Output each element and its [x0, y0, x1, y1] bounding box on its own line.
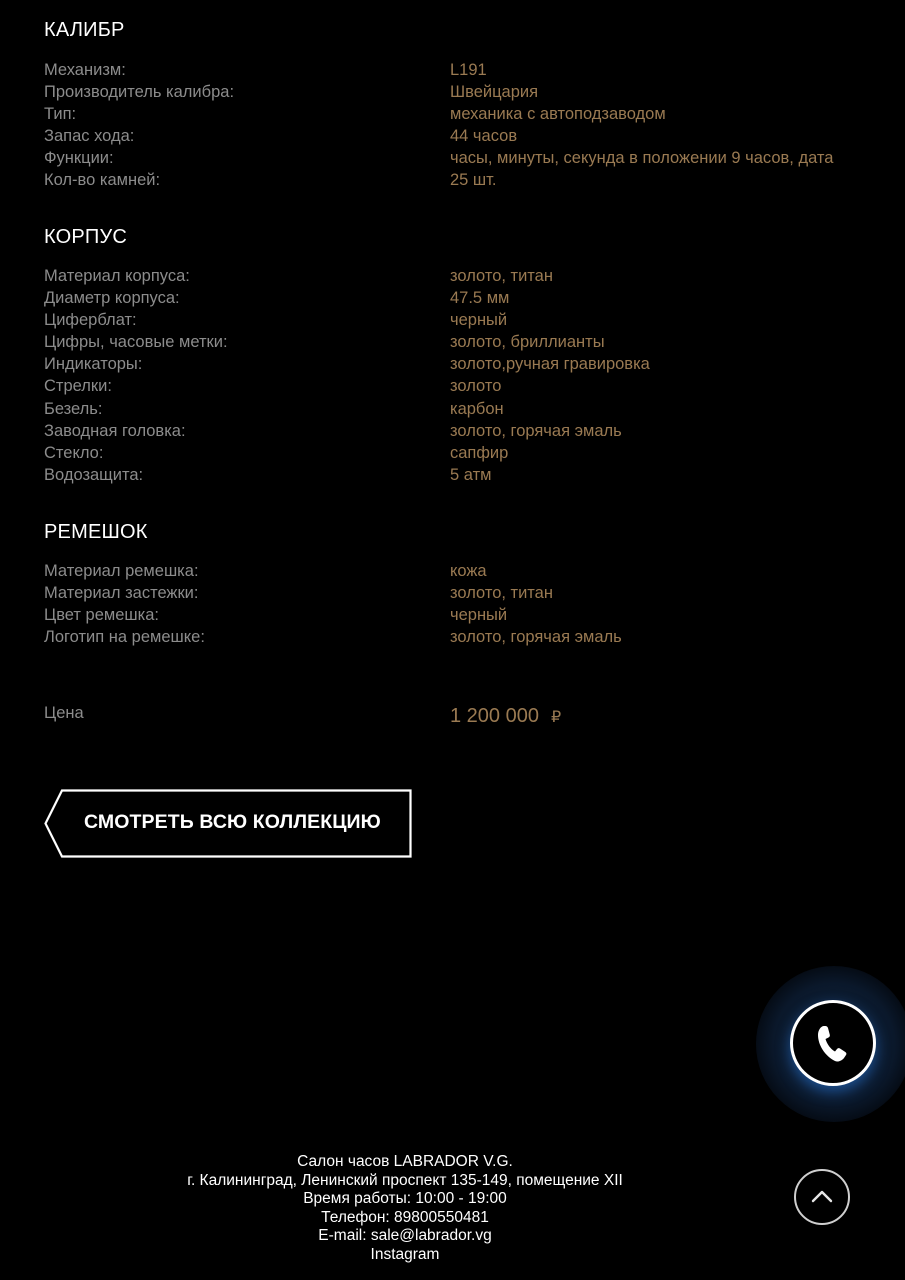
chevron-up-icon: [811, 1189, 833, 1203]
price-value: [450, 703, 561, 731]
spec-row: [44, 560, 864, 582]
caliber-section: [44, 18, 864, 198]
spec-row: [44, 626, 864, 648]
footer-address: г. Калининград, Ленинский проспект 135-149, помещение XII: [187, 1171, 623, 1189]
footer-phone[interactable]: Телефон: 89800550481: [321, 1208, 489, 1226]
footer-salon-name: Салон часов LABRADOR V.G.: [297, 1153, 513, 1170]
spec-row: [44, 464, 864, 486]
case-section-title: КОРПУС: [44, 226, 128, 248]
footer-instagram-link[interactable]: Instagram: [370, 1245, 440, 1263]
caliber-spec-list: [44, 59, 864, 192]
spec-row: [44, 287, 864, 309]
spec-value: золото,ручная гравировка: [450, 355, 650, 374]
spec-row: [44, 582, 864, 604]
spec-row: [44, 59, 864, 81]
spec-value: сапфир: [450, 443, 509, 462]
spec-row: [44, 309, 864, 331]
footer-email[interactable]: E-mail: sale@labrador.vg: [318, 1227, 492, 1244]
spec-label: Заводная головка:: [44, 421, 186, 440]
price-label: Цена: [44, 704, 84, 722]
spec-row: [44, 265, 864, 287]
spec-value: черный: [450, 311, 508, 330]
footer: [0, 1153, 810, 1264]
spec-label: Производитель калибра:: [44, 83, 235, 102]
spec-value: золото, титан: [450, 584, 553, 603]
spec-value: золото, горячая эмаль: [450, 421, 622, 440]
spec-row: [44, 331, 864, 353]
spec-row: [44, 398, 864, 420]
spec-label: Циферблат:: [44, 311, 137, 330]
spec-value: черный: [450, 606, 508, 625]
spec-label: Цвет ремешка:: [44, 606, 160, 625]
spec-label: Индикаторы:: [44, 355, 143, 374]
spec-value: 5 атм: [450, 465, 492, 484]
price-amount: 1 200 000: [450, 705, 539, 727]
phone-icon: [815, 1023, 851, 1063]
case-spec-list: [44, 265, 864, 486]
spec-value: 44 часов: [450, 127, 518, 146]
strap-section-title: РЕМЕШОК: [44, 521, 148, 543]
spec-value: кожа: [450, 562, 487, 580]
spec-value: золото, горячая эмаль: [450, 628, 622, 647]
spec-label: Функции:: [44, 149, 114, 168]
spec-value: карбон: [450, 399, 504, 418]
spec-value: золото: [450, 377, 502, 396]
scroll-top-button[interactable]: [794, 1169, 850, 1225]
spec-label: Запас хода:: [44, 127, 135, 146]
spec-label: Механизм:: [44, 61, 126, 79]
strap-section: [44, 520, 864, 655]
spec-label: Цифры, часовые метки:: [44, 333, 228, 352]
spec-label: Материал ремешка:: [44, 562, 199, 580]
caliber-section-title: КАЛИБР: [44, 19, 125, 41]
spec-value: золото, титан: [450, 267, 553, 285]
spec-value: 25 шт.: [450, 171, 497, 190]
spec-label: Логотип на ремешке:: [44, 628, 205, 647]
spec-value: 47.5 мм: [450, 289, 510, 308]
spec-row: [44, 420, 864, 442]
currency-symbol: ₽: [550, 709, 562, 726]
spec-label: Тип:: [44, 105, 77, 124]
spec-row: [44, 81, 864, 103]
view-collection-label: СМОТРЕТЬ ВСЮ КОЛЛЕКЦИЮ: [84, 811, 381, 833]
spec-row: [44, 125, 864, 147]
spec-label: Материал застежки:: [44, 584, 199, 603]
spec-label: Материал корпуса:: [44, 267, 190, 285]
footer-hours: Время работы: 10:00 - 19:00: [303, 1190, 507, 1207]
case-section: [44, 225, 864, 490]
strap-spec-list: [44, 560, 864, 648]
spec-label: Кол-во камней:: [44, 171, 161, 190]
spec-label: Стекло:: [44, 443, 104, 462]
spec-row: [44, 604, 864, 626]
spec-value: механика с автоподзаводом: [450, 105, 666, 124]
spec-row: [44, 353, 864, 375]
spec-label: Стрелки:: [44, 377, 112, 396]
view-collection-button[interactable]: [44, 789, 413, 858]
spec-label: Безель:: [44, 399, 103, 418]
spec-row: [44, 147, 864, 169]
spec-label: Диаметр корпуса:: [44, 289, 180, 308]
spec-label: Водозащита:: [44, 465, 144, 484]
spec-value: L191: [450, 61, 487, 79]
spec-value: золото, бриллианты: [450, 333, 605, 352]
spec-value: Швейцария: [450, 83, 539, 102]
spec-row: [44, 442, 864, 464]
spec-row: [44, 169, 864, 191]
call-button[interactable]: [790, 1000, 876, 1086]
spec-value: часы, минуты, секунда в положении 9 часов, дата: [450, 149, 834, 168]
spec-row: [44, 103, 864, 125]
spec-row: [44, 375, 864, 397]
